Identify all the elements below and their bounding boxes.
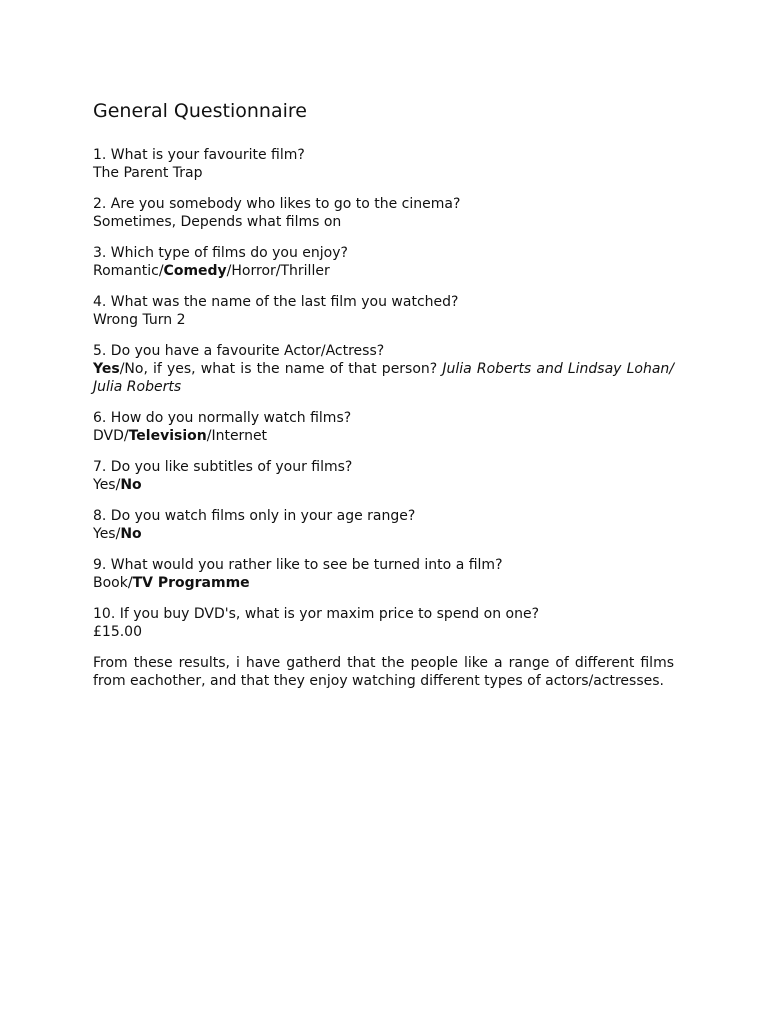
answer-line: [93, 525, 674, 543]
question-text: 6. How do you normally watch films?: [93, 410, 352, 426]
question-text: 8. Do you watch films only in your age range?: [93, 508, 416, 524]
answer-text: Sometimes, Depends what films on: [93, 214, 342, 230]
question-text: 3. Which type of films do you enjoy?: [93, 245, 348, 261]
answer-text: Wrong Turn 2: [93, 312, 186, 328]
question-block-6: [93, 409, 674, 445]
page-title: General Questionnaire: [93, 100, 307, 122]
selected-option: Television: [128, 428, 207, 444]
question-block-4: [93, 293, 674, 329]
selected-option: No: [120, 477, 142, 493]
question-block-8: [93, 507, 674, 543]
selected-option: No: [120, 526, 142, 542]
answer-line: [93, 427, 674, 445]
document-page: [93, 99, 674, 690]
answer-line: [93, 360, 674, 396]
answer-text: £15.00: [93, 624, 142, 640]
option-text: DVD/: [93, 428, 129, 444]
answer-line: [93, 574, 674, 592]
question-text: 9. What would you rather like to see be turned into a film?: [93, 557, 503, 573]
question-block-9: [93, 556, 674, 592]
answer-line: [93, 476, 674, 494]
question-block-2: [93, 195, 674, 231]
option-text: Yes/: [93, 526, 121, 542]
answer-text: The Parent Trap: [93, 165, 203, 181]
option-text: Book/: [93, 575, 133, 591]
selected-option: Comedy: [163, 263, 227, 279]
question-text: 2. Are you somebody who likes to go to the cinema?: [93, 196, 461, 212]
question-text: 4. What was the name of the last film you watched?: [93, 294, 459, 310]
answer-text: Julia Roberts and Lindsay Lohan/ Julia Roberts: [93, 361, 675, 395]
question-text: 5. Do you have a favourite Actor/Actress?: [93, 343, 385, 359]
question-block-7: [93, 458, 674, 494]
question-text: 10. If you buy DVD's, what is yor maxim price to spend on one?: [93, 606, 540, 622]
option-text: /Internet: [206, 428, 268, 444]
option-text: Romantic/: [93, 263, 164, 279]
option-text: Yes/: [93, 477, 121, 493]
answer-line: [93, 262, 674, 280]
question-block-5: [93, 342, 674, 396]
selected-option: Yes: [93, 361, 120, 377]
question-block-1: [93, 146, 674, 182]
question-block-3: [93, 244, 674, 280]
selected-option: TV Programme: [132, 575, 250, 591]
question-text: 7. Do you like subtitles of your films?: [93, 459, 353, 475]
conclusion-paragraph: From these results, i have gatherd that the people like a range of different films from eachother, and that they enjoy watching different types of actors/actresses.: [93, 655, 674, 689]
question-text: 1. What is your favourite film?: [93, 147, 305, 163]
option-text: /No, if yes, what is the name of that person?: [119, 361, 438, 377]
question-block-10: [93, 605, 674, 641]
option-text: /Horror/Thriller: [226, 263, 330, 279]
